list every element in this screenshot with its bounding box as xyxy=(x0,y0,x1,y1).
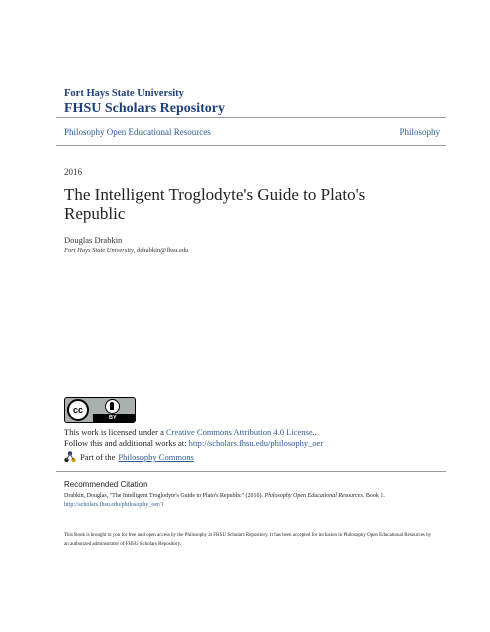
author-name: Douglas Drabkin xyxy=(64,235,123,245)
partof-prefix: Part of the xyxy=(80,452,116,462)
citation-url[interactable]: http://scholars.fhsu.edu/philosophy_oer/1 xyxy=(64,502,164,508)
follow-link[interactable]: http://scholars.fhsu.edu/philosophy_oer xyxy=(188,438,324,448)
affiliation-institution: Fort Hays State University xyxy=(64,247,134,254)
citation-text: Drabkin, Douglas, "The Intelligent Troglodyte's Guide to Plato's Republic" (2016). xyxy=(64,493,264,499)
repository-name[interactable]: FHSU Scholars Repository xyxy=(64,101,225,116)
nav-divider xyxy=(56,145,446,146)
institution-header xyxy=(64,88,225,117)
department-link[interactable]: Philosophy xyxy=(399,127,440,137)
network-icon xyxy=(64,451,76,463)
part-of-statement xyxy=(64,451,194,463)
author-affiliation xyxy=(64,247,188,254)
license-suffix: .. xyxy=(312,427,317,437)
philosophy-commons-link[interactable]: Philosophy Commons xyxy=(118,452,194,462)
collection-link[interactable]: Philosophy Open Educational Resources xyxy=(64,127,211,137)
citation-series: Philosophy Open Educational Resources xyxy=(264,493,363,499)
top-divider xyxy=(56,117,446,118)
license-prefix: This work is licensed under a xyxy=(64,427,166,437)
citation-book: . Book 1. xyxy=(362,493,385,499)
license-statement xyxy=(64,427,317,437)
breadcrumb-nav xyxy=(64,127,440,137)
by-label: BY xyxy=(109,415,117,421)
citation-body xyxy=(64,492,434,510)
by-person-glyph xyxy=(110,402,114,410)
citation-heading: Recommended Citation xyxy=(64,480,148,489)
creative-commons-icon[interactable] xyxy=(64,397,136,423)
license-link[interactable]: Creative Commons Attribution 4.0 License xyxy=(165,427,313,437)
cc-circle: cc xyxy=(67,399,89,421)
follow-prefix: Follow this and additional works at: xyxy=(64,438,189,448)
affiliation-email: , ddrabkin@fhsu.edu xyxy=(133,247,189,254)
citation-divider xyxy=(56,471,446,472)
footer-note: This Book is brought to you for free and open access by the Philosophy at FHSU Scholars Repository. It has been accepted for inclusion in Philosophy Open Educational Resources by an authorized administrator of FHSU Scholars Repository. xyxy=(64,533,432,547)
follow-statement xyxy=(64,438,323,448)
publication-year: 2016 xyxy=(64,167,82,177)
document-title: The Intelligent Troglodyte's Guide to Plato's Republic xyxy=(64,185,366,223)
university-name[interactable]: Fort Hays State University xyxy=(64,88,184,99)
